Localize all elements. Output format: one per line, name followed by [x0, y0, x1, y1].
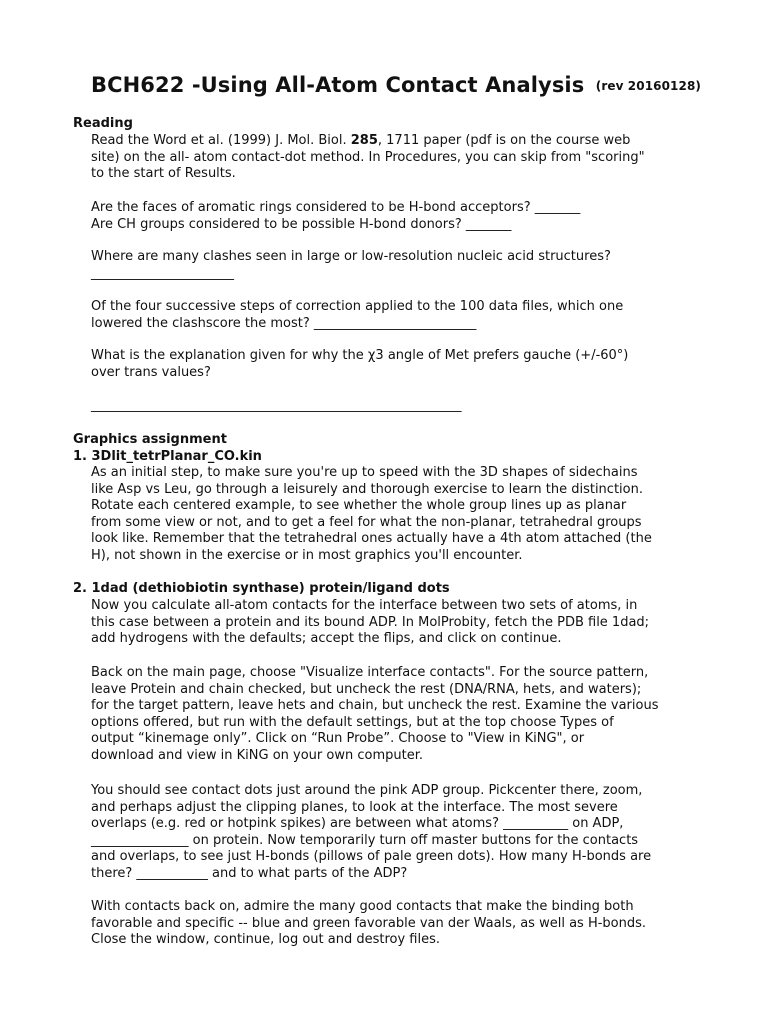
item-2-line: for the target pattern, leave hets and chain, but uncheck the rest. Examine the various	[91, 698, 659, 714]
reading-intro-line-1	[91, 133, 711, 150]
title-text: BCH622 -Using All-Atom Contact Analysis	[91, 73, 585, 97]
item-1-line: As an initial step, to make sure you're up to speed with the 3D shapes of sidechains	[91, 465, 638, 480]
page-title	[91, 73, 701, 97]
item-2-line: You should see contact dots just around the pink ADP group. Pickcenter there, zoom,	[91, 783, 643, 798]
question-4-line-2: lowered the clashscore the most? _________________________	[91, 315, 477, 331]
item-2-paragraph-1	[91, 598, 711, 648]
item-2-line: there? ___________ and to what parts of the ADP?	[91, 865, 408, 881]
question-clashes	[91, 249, 711, 282]
intro-text-pre: Read the Word et al. (1999) J. Mol. Biol.	[91, 133, 351, 148]
item-2-line: _______________ on protein. Now temporarily turn off master buttons for the contacts	[91, 832, 639, 848]
item-1-line: Rotate each centered example, to see whether the whole group lines up as planar	[91, 498, 627, 514]
item-2-line: Close the window, continue, log out and destroy files.	[91, 932, 441, 948]
item-2-line: leave Protein and chain checked, but uncheck the rest (DNA/RNA, hets, and waters);	[91, 681, 642, 697]
item-2-line: and overlaps, to see just H-bonds (pillows of pale green dots). How many H-bonds are	[91, 849, 652, 865]
item-1-heading: 1. 3Dlit_tetrPlanar_CO.kin	[73, 449, 262, 464]
question-5-answer-blank: _________________________________________________________	[91, 398, 462, 413]
graphics-heading: Graphics assignment	[73, 432, 227, 447]
item-2-line: Now you calculate all-atom contacts for the interface between two sets of atoms, in	[91, 598, 638, 613]
question-4-line-1: Of the four successive steps of correction applied to the 100 data files, which one	[91, 299, 624, 314]
item-2-line: add hydrogens with the defaults; accept the flips, and click on continue.	[91, 631, 562, 647]
item-2-line: favorable and specific -- blue and green favorable van der Waals, as well as H-bonds.	[91, 915, 647, 931]
intro-text-post: , 1711 paper (pdf is on the course web	[377, 133, 631, 148]
item-2-paragraph-4	[91, 899, 711, 949]
item-2-line: download and view in KiNG on your own computer.	[91, 747, 423, 763]
item-2-line: Back on the main page, choose "Visualize interface contacts". For the source pattern,	[91, 665, 649, 680]
question-met-angle	[91, 348, 711, 381]
reading-intro-line-2: site) on the all- atom contact-dot method. In Procedures, you can skip from "scoring"	[91, 149, 645, 165]
question-aromatic	[91, 200, 711, 233]
revision-label: (rev 20160128)	[595, 79, 701, 93]
item-1-line: H), not shown in the exercise or in most graphics you'll encounter.	[91, 547, 523, 563]
question-1: Are the faces of aromatic rings considered to be H-bond acceptors? _______	[91, 200, 581, 215]
volume-number: 285	[350, 133, 378, 148]
item-2-line: and perhaps adjust the clipping planes, to look at the interface. The most severe	[91, 799, 618, 815]
item-1-line: like Asp vs Leu, go through a leisurely and thorough exercise to learn the distinction.	[91, 481, 643, 497]
reading-heading: Reading	[73, 116, 133, 131]
question-correction	[91, 299, 711, 332]
item-2-line: overlaps (e.g. red or hotpink spikes) are between what atoms? __________ on ADP,	[91, 816, 624, 832]
reading-intro-line-3: to the start of Results.	[91, 166, 236, 182]
item-2-line: output “kinemage only”. Click on “Run Probe”. Choose to "View in KiNG", or	[91, 731, 585, 747]
item-2-line: options offered, but run with the default settings, but at the top choose Types of	[91, 714, 614, 730]
question-2: Are CH groups considered to be possible H-bond donors? _______	[91, 216, 512, 232]
question-3-line-1: Where are many clashes seen in large or low-resolution nucleic acid structures?	[91, 249, 611, 264]
item-1-line: look like. Remember that the tetrahedral ones actually have a 4th atom attached (the	[91, 531, 652, 547]
item-2-paragraph-2	[91, 665, 711, 765]
question-5-line-1: What is the explanation given for why the χ3 angle of Met prefers gauche (+/-60°)	[91, 348, 629, 363]
item-1-paragraph	[91, 465, 711, 565]
reading-intro	[91, 133, 711, 183]
question-5-line-2: over trans values?	[91, 364, 211, 380]
question-3-blank: ______________________	[91, 265, 234, 281]
item-2-line: With contacts back on, admire the many good contacts that make the binding both	[91, 899, 634, 914]
item-2-heading: 2. 1dad (dethiobiotin synthase) protein/ligand dots	[73, 581, 450, 596]
item-1-line: from some view or not, and to get a feel for what the non-planar, tetrahedral groups	[91, 514, 642, 530]
item-2-line: this case between a protein and its bound ADP. In MolProbity, fetch the PDB file 1dad;	[91, 614, 650, 630]
item-2-paragraph-3	[91, 783, 711, 883]
